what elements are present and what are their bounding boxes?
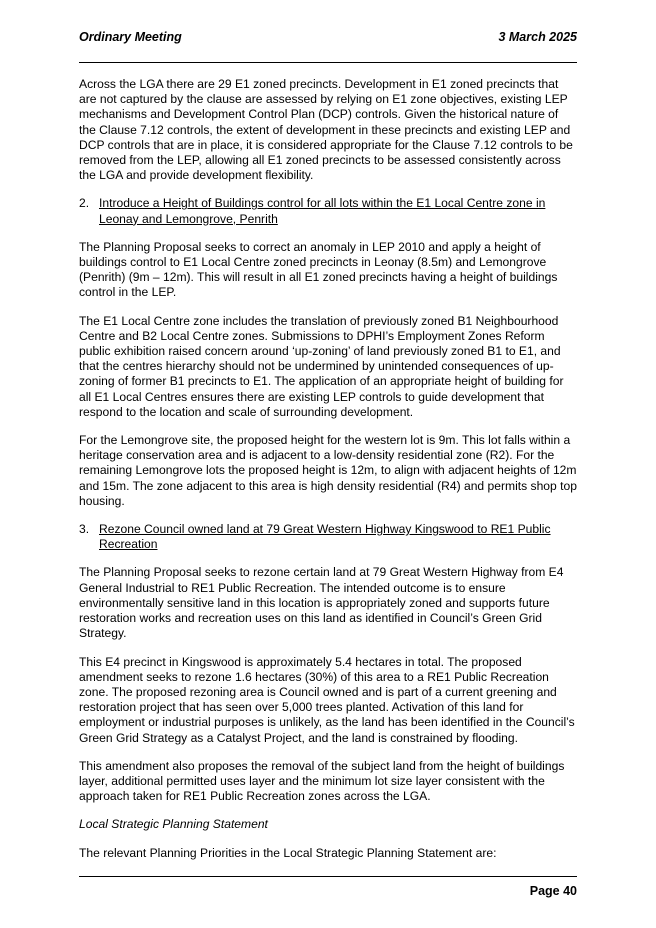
paragraph-kingswood-precinct: This E4 precinct in Kingswood is approximately 5.4 hectares in total. The proposed amendment seeks to rezone 1.6 hectares (30%) of this area to a RE1 Public Recreation zone. The proposed rezoning area is Council owned and is part of a current greening and restoration project that has seen over 5,000 trees planted. Activation of this land for employment or industrial purposes is unlikely, as the land has been identified in the Council’s Green Grid Strategy as a Catalyst Project, and the land is constrained by flooding. [79, 654, 575, 745]
paragraph-planning-priorities: The relevant Planning Priorities in the Local Strategic Planning Statement are: [79, 845, 497, 860]
paragraph-e1-local-centre: The E1 Local Centre zone includes the translation of previously zoned B1 Neighbourhood Centre and B2 Local Centre zones. Submissions to DPHI’s Employment Zones Reform public exhibition raised concern around ‘up-zoning’ of land previously zoned B1 to E1, and that the centres hierarchy should not be undermined by unintended consequences of up-zoning of former B1 precincts to E1. The application of an appropriate height of building for all E1 Local Centres ensures there are existing LEP controls to guide development that respond to the location and scale of surrounding development. [79, 313, 564, 419]
paragraph-e1-precincts: Across the LGA there are 29 E1 zoned precincts. Development in E1 zoned precincts that are not captured by the clause are assessed by relying on E1 zone objectives, existing LEP mechanisms and Development Control Plan (DCP) controls. Given the historical nature of the Clause 7.12 controls, the extent of development in these precincts and existing LEP and DCP controls that are in place, it is considered appropriate for the Clause 7.12 controls to be removed from the LEP, allowing all E1 zoned precincts to be assessed consistently across the LGA and provide development flexibility. [79, 77, 573, 183]
paragraph-layer-removal: This amendment also proposes the removal of the subject land from the height of buildings layer, additional permitted uses layer and the minimum lot size layer consistent with the approach taken for RE1 Public Recreation zones across the LGA. [79, 758, 565, 804]
page-header [79, 30, 577, 48]
footer-rule [79, 876, 577, 877]
item-number: 3. [79, 522, 90, 537]
header-rule [79, 62, 577, 63]
paragraph-lemongrove: For the Lemongrove site, the proposed height for the western lot is 9m. This lot falls within a heritage conservation area and is adjacent to a low-density residential zone (R2). For the remaining Lemongrove lots the proposed height is 12m, to align with adjacent heights of 12m and 15m. The zone adjacent to this area is high density residential (R4) and permits shop top housing. [79, 433, 577, 508]
paragraph-height-control: The Planning Proposal seeks to correct an anomaly in LEP 2010 and apply a height of buildings control to E1 Local Centre zoned precincts in Leonay (8.5m) and Lemongrove (Penrith) (9m – 12m). This will result in all E1 zoned precincts having a height of buildings control in the LEP. [79, 239, 558, 300]
numbered-item-2 [79, 196, 577, 226]
item-number: 2. [79, 196, 90, 211]
paragraph-rezone: The Planning Proposal seeks to rezone certain land at 79 Great Western Highway from E4 General Industrial to RE1 Public Recreation. The intended outcome is to ensure environmentally sensitive land in this location is appropriately zoned and supports future restoration works and recreation uses on this land as identified in Council’s Green Grid Strategy. [79, 565, 564, 641]
document-body [79, 77, 577, 874]
section-heading: Local Strategic Planning Statement [79, 817, 268, 832]
meeting-date: 3 March 2025 [498, 30, 577, 44]
item-heading: Introduce a Height of Buildings control for all lots within the E1 Local Centre zone in Leonay and Lemongrove, Penrith [99, 196, 546, 226]
meeting-title: Ordinary Meeting [79, 30, 182, 44]
page-number: Page 40 [529, 884, 577, 898]
numbered-item-3 [79, 522, 577, 552]
item-heading: Rezone Council owned land at 79 Great Western Highway Kingswood to RE1 Public Recreation [99, 522, 551, 552]
